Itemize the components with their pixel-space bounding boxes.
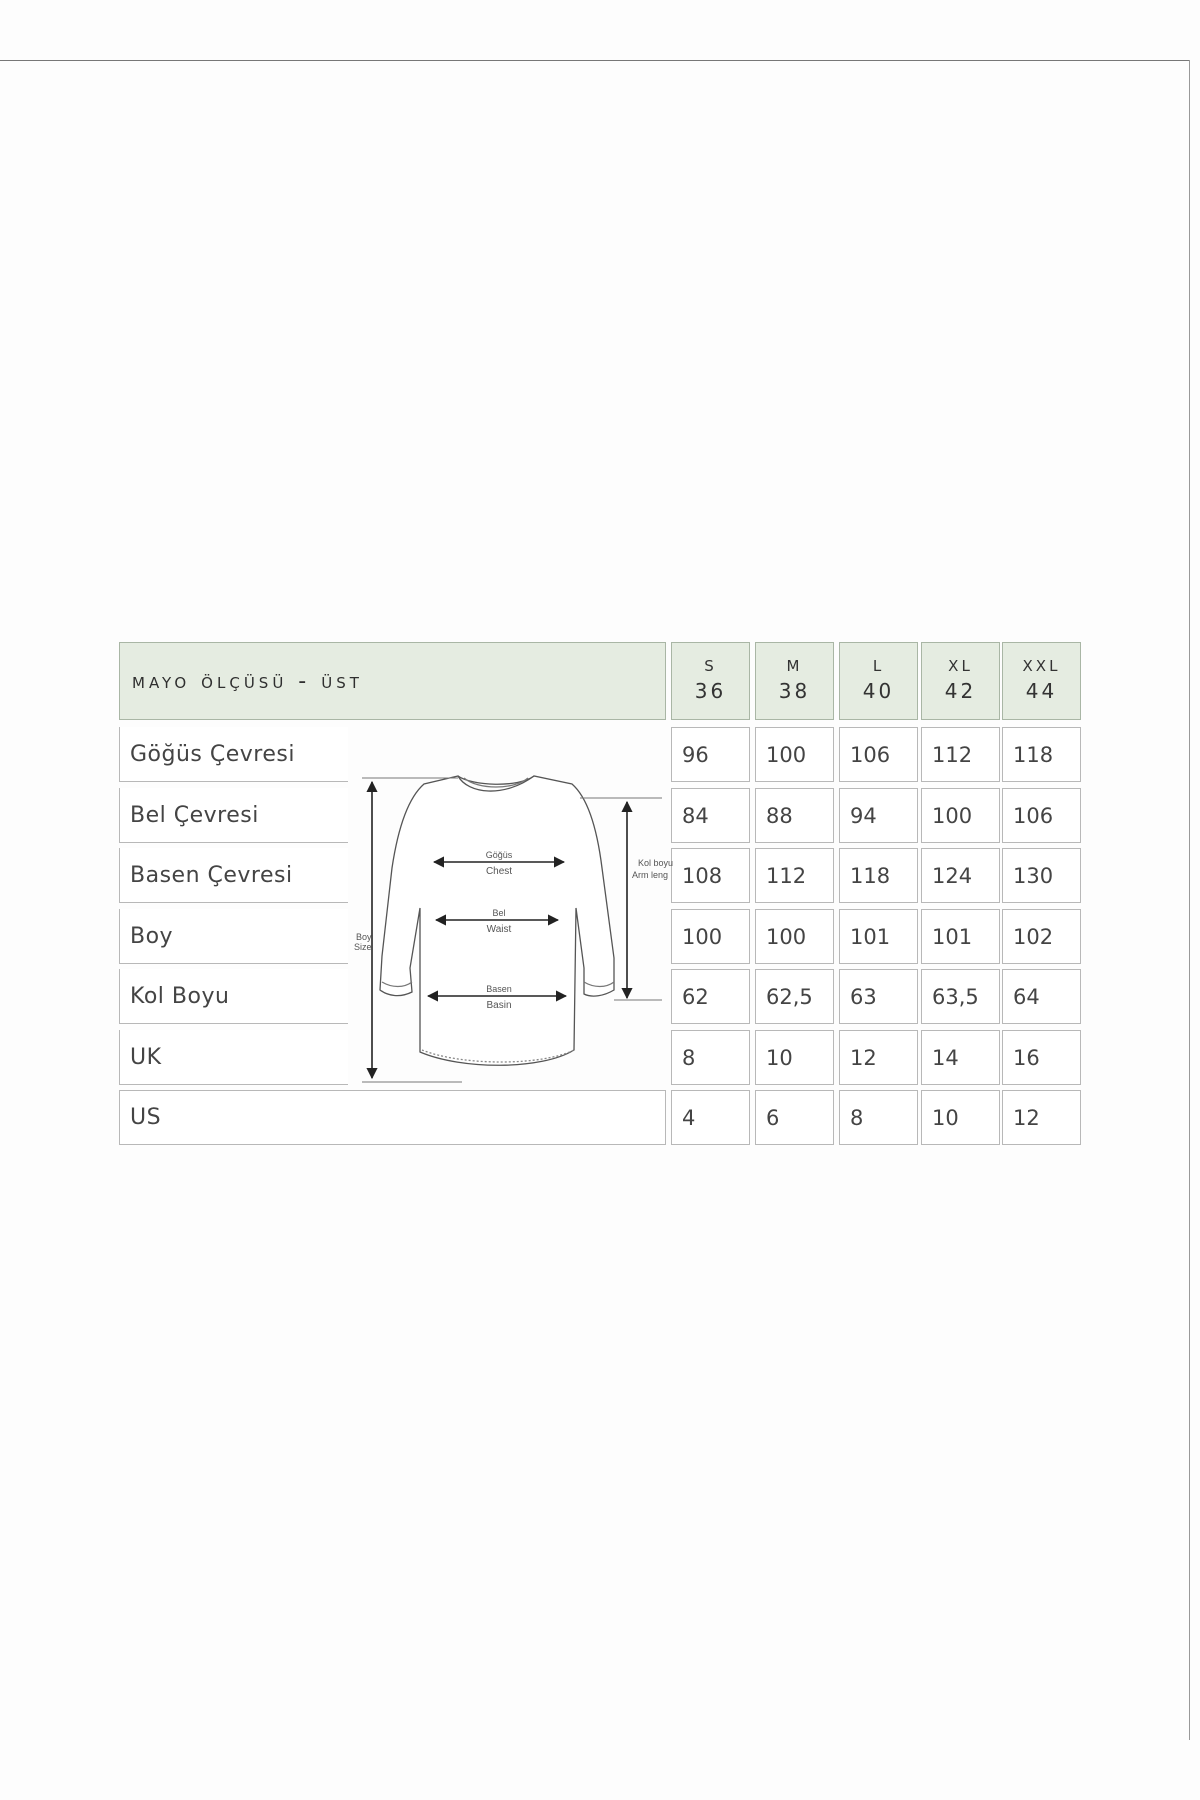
basin-label-en: Basin <box>486 1000 512 1011</box>
size-letter: M <box>786 657 803 675</box>
garment-illustration <box>352 768 674 1093</box>
size-number: 36 <box>694 679 727 703</box>
value-text: 10 <box>766 1045 793 1070</box>
row-label-cell <box>119 788 348 843</box>
value-cell <box>671 727 750 782</box>
value-text: 84 <box>682 803 709 828</box>
value-text: 106 <box>850 742 891 767</box>
waist-label-tr: Bel <box>492 908 506 918</box>
value-cell <box>839 909 918 964</box>
value-cell <box>755 969 834 1024</box>
value-text: 63 <box>850 984 877 1009</box>
row-label-cell <box>119 848 348 903</box>
size-header-cell <box>839 642 918 720</box>
value-cell <box>755 1030 834 1085</box>
arm-length-label-tr: Kol boyu <box>638 858 674 868</box>
value-text: 101 <box>850 924 891 949</box>
value-text: 88 <box>766 803 793 828</box>
value-cell <box>921 848 1000 903</box>
value-text: 106 <box>1013 803 1054 828</box>
value-text: 62 <box>682 984 709 1009</box>
row-label-cell <box>119 727 348 782</box>
value-cell <box>839 848 918 903</box>
value-cell <box>755 909 834 964</box>
value-text: 118 <box>850 863 891 888</box>
row-label: Kol Boyu <box>130 983 230 1009</box>
value-cell <box>921 909 1000 964</box>
value-text: 100 <box>682 924 723 949</box>
value-text: 112 <box>766 863 807 888</box>
value-text: 10 <box>932 1105 959 1130</box>
size-letter: S <box>704 657 717 675</box>
value-cell <box>839 1090 918 1145</box>
value-text: 62,5 <box>766 984 813 1009</box>
value-cell <box>755 848 834 903</box>
value-text: 64 <box>1013 984 1040 1009</box>
size-number: 42 <box>944 679 977 703</box>
value-cell <box>839 1030 918 1085</box>
size-header-cell <box>755 642 834 720</box>
size-number: 40 <box>862 679 895 703</box>
value-text: 108 <box>682 863 723 888</box>
size-chart-title: mayo ölçüsü - üst <box>132 668 363 694</box>
value-text: 8 <box>850 1105 864 1130</box>
value-text: 100 <box>932 803 973 828</box>
value-text: 112 <box>932 742 973 767</box>
value-cell <box>671 1090 750 1145</box>
value-cell <box>1002 909 1081 964</box>
value-text: 8 <box>682 1045 696 1070</box>
row-label: Boy <box>130 923 174 949</box>
value-text: 96 <box>682 742 709 767</box>
row-label: Bel Çevresi <box>130 802 259 828</box>
row-label-cell <box>119 969 348 1024</box>
size-letter: XL <box>948 657 973 675</box>
waist-label-en: Waist <box>486 924 512 935</box>
value-cell <box>921 1030 1000 1085</box>
row-label: UK <box>130 1044 162 1070</box>
value-text: 6 <box>766 1105 780 1130</box>
row-label-cell <box>119 1090 666 1145</box>
value-text: 100 <box>766 742 807 767</box>
value-cell <box>839 727 918 782</box>
value-cell <box>671 969 750 1024</box>
basin-label-tr: Basen <box>486 984 512 994</box>
value-text: 100 <box>766 924 807 949</box>
size-letter: XXL <box>1022 657 1061 675</box>
chest-label-tr: Göğüs <box>485 850 513 860</box>
chest-label-en: Chest <box>485 866 513 877</box>
size-letter: L <box>872 657 885 675</box>
value-cell <box>921 788 1000 843</box>
value-cell <box>839 788 918 843</box>
value-cell <box>1002 1090 1081 1145</box>
size-header-cell <box>671 642 750 720</box>
value-text: 16 <box>1013 1045 1040 1070</box>
value-cell <box>755 1090 834 1145</box>
value-cell <box>671 909 750 964</box>
row-label-cell <box>119 909 348 964</box>
value-cell <box>1002 788 1081 843</box>
value-cell <box>921 727 1000 782</box>
value-text: 124 <box>932 863 973 888</box>
value-cell <box>671 1030 750 1085</box>
size-number: 38 <box>778 679 811 703</box>
value-cell <box>839 969 918 1024</box>
row-label-cell <box>119 1030 348 1085</box>
size-header-cell <box>921 642 1000 720</box>
size-number: 44 <box>1025 679 1058 703</box>
value-text: 130 <box>1013 863 1054 888</box>
value-text: 4 <box>682 1105 696 1130</box>
size-label-en: Size <box>354 942 372 952</box>
value-cell <box>921 969 1000 1024</box>
row-label: Göğüs Çevresi <box>130 741 295 767</box>
value-cell <box>921 1090 1000 1145</box>
size-chart-title-cell <box>119 642 666 720</box>
arm-length-label-en: Arm leng <box>632 870 669 880</box>
value-text: 102 <box>1013 924 1054 949</box>
value-text: 12 <box>850 1045 877 1070</box>
value-text: 14 <box>932 1045 959 1070</box>
size-label-tr: Boy <box>356 932 372 942</box>
size-header-cell <box>1002 642 1081 720</box>
value-cell <box>671 788 750 843</box>
value-cell <box>671 848 750 903</box>
row-label: Basen Çevresi <box>130 862 293 888</box>
value-cell <box>755 727 834 782</box>
value-cell <box>1002 1030 1081 1085</box>
value-text: 63,5 <box>932 984 979 1009</box>
value-cell <box>1002 727 1081 782</box>
value-text: 118 <box>1013 742 1054 767</box>
value-text: 94 <box>850 803 877 828</box>
value-cell <box>1002 848 1081 903</box>
value-text: 101 <box>932 924 973 949</box>
value-cell <box>755 788 834 843</box>
value-text: 12 <box>1013 1105 1040 1130</box>
value-cell <box>1002 969 1081 1024</box>
row-label: US <box>130 1105 162 1130</box>
